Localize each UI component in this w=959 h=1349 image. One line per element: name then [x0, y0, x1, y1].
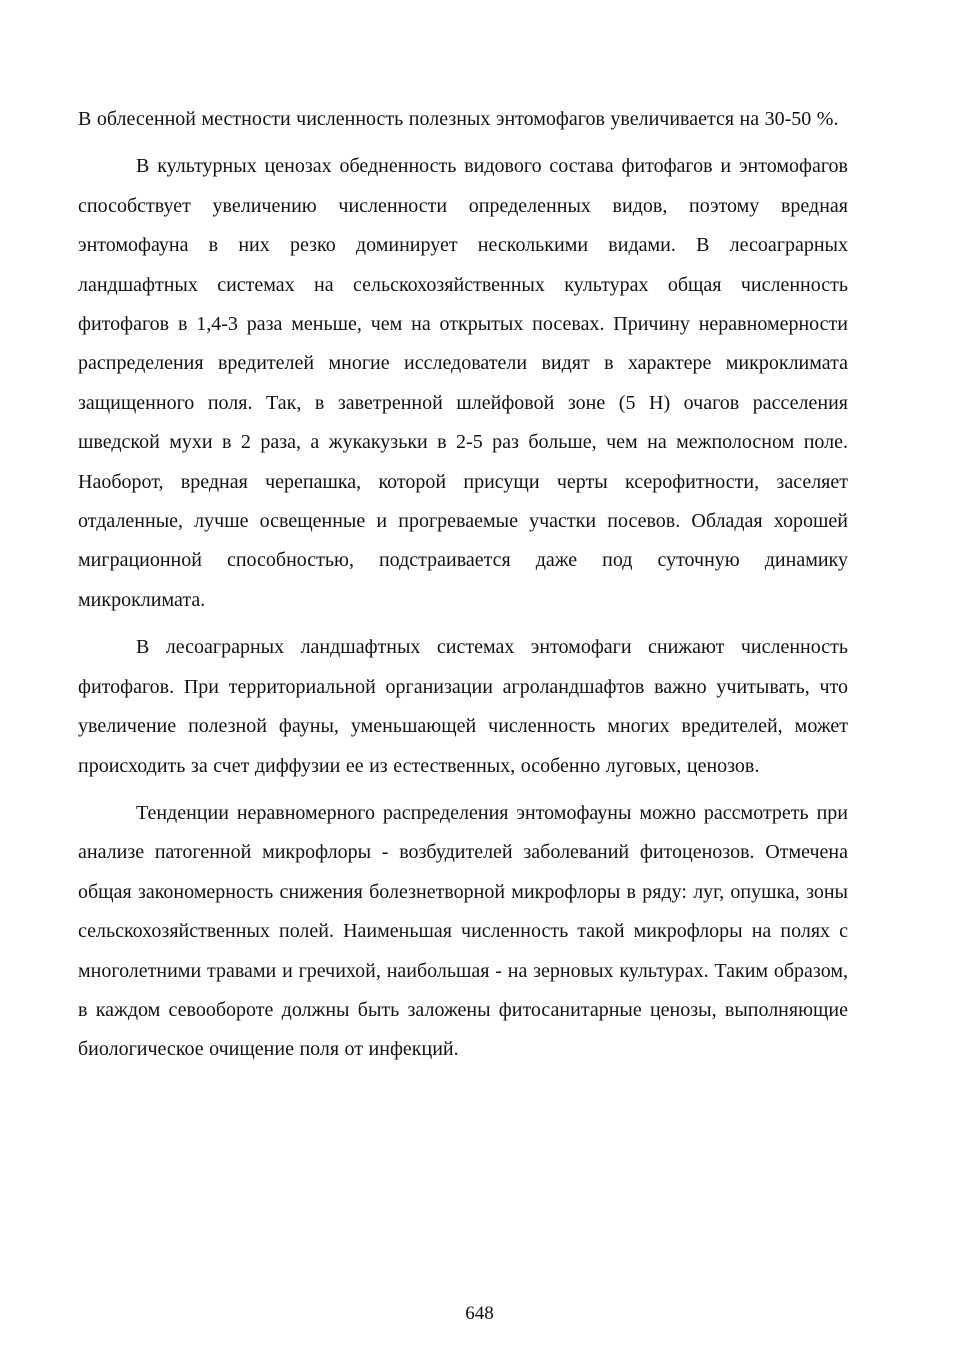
paragraph-2: В культурных ценозах обедненность видового состава фитофагов и энтомофагов способствует увеличению численности определенных видов, поэтому вредная энтомофауна в них резко доминирует несколькими видами. В лесоаграрных ландшафтных системах на сельскохозяйственных культурах общая численность фитофагов в 1,4-3 раза меньше, чем на открытых посевах. Причину неравномерности распределения вредителей многие исследователи видят в характере микроклимата защищенного поля. Так, в заветренной шлейфовой зоне (5 Н) очагов расселения шведской мухи в 2 раза, а жукакузьки в 2-5 раз больше, чем на межполосном поле. Наоборот, вредная черепашка, которой присущи черты ксерофитности, заселяет отдаленные, лучше освещенные и прогреваемые участки посевов. Обладая хорошей миграционной способностью, подстраивается даже под суточную динамику микроклимата.: [78, 155, 848, 611]
paragraph-3: В лесоаграрных ландшафтных системах энтомофаги снижают численность фитофагов. При территориальной организации агроландшафтов важно учитывать, что увеличение полезной фауны, уменьшающей численность многих вредителей, может происходить за счет диффузии ее из естественных, особенно луговых, ценозов.: [78, 636, 848, 777]
body-text: [78, 100, 848, 1078]
paragraph-4: Тенденции неравномерного распределения энтомофауны можно рассмотреть при анализе патогенной микрофлоры - возбудителей заболеваний фитоценозов. Отмечена общая закономерность снижения болезнетворной микрофлоры в ряду: луг, опушка, зоны сельскохозяйственных полей. Наименьшая численность такой микрофлоры на полях с многолетними травами и гречихой, наибольшая - на зерновых культурах. Таким образом, в каждом севообороте должны быть заложены фитосанитарные ценозы, выполняющие биологическое очищение поля от инфекций.: [78, 801, 848, 1061]
paragraph-1: В облесенной местности численность полезных энтомофагов увеличивается на 30-50 %.: [78, 108, 839, 130]
page-number: 648: [465, 1303, 494, 1324]
